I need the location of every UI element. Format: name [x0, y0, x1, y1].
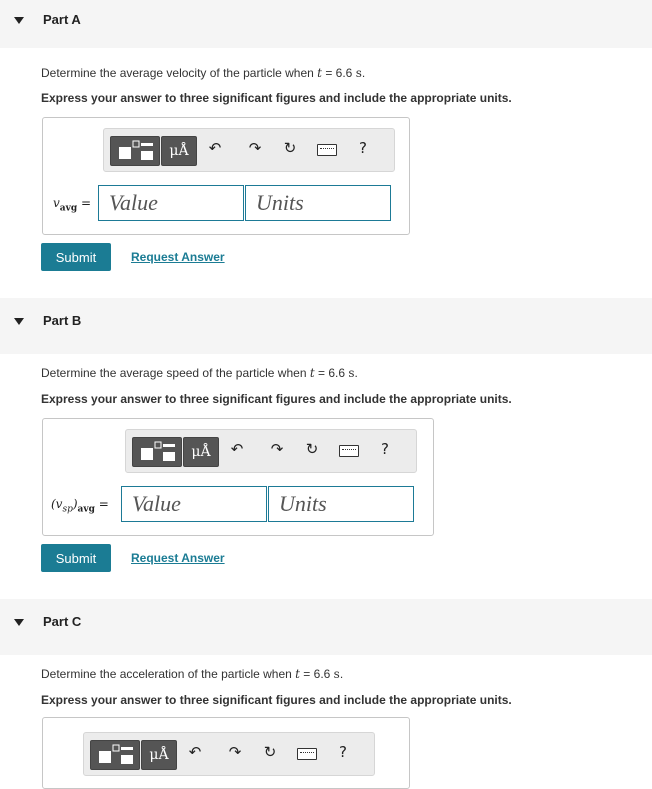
request-answer-link[interactable]: Request Answer	[131, 551, 225, 565]
units-input-field[interactable]	[269, 487, 413, 521]
units-input-field[interactable]	[246, 186, 390, 220]
templates-button[interactable]	[132, 437, 182, 467]
units-symbols-button[interactable]: μÅ	[141, 740, 177, 770]
instruction-text: Express your answer to three significant figures and include the appropriate units.	[41, 91, 512, 105]
value-input[interactable]	[98, 185, 244, 221]
keyboard-icon[interactable]	[339, 445, 359, 457]
part-title: Part A	[43, 12, 81, 27]
undo-icon[interactable]: ↶	[208, 140, 222, 157]
collapse-triangle-icon[interactable]	[14, 318, 24, 325]
templates-button[interactable]	[110, 136, 160, 166]
math-toolbar	[125, 429, 417, 473]
keyboard-icon[interactable]	[317, 144, 337, 156]
value-input-field[interactable]	[122, 487, 266, 521]
math-toolbar	[83, 732, 375, 776]
part-a-header[interactable]	[0, 0, 652, 48]
units-input[interactable]	[268, 486, 414, 522]
value-input-field[interactable]	[99, 186, 243, 220]
answer-box	[42, 418, 434, 536]
collapse-triangle-icon[interactable]	[14, 17, 24, 24]
math-toolbar	[103, 128, 395, 172]
help-icon[interactable]: ?	[381, 440, 389, 458]
units-input[interactable]	[245, 185, 391, 221]
templates-icon	[133, 438, 181, 466]
request-answer-link[interactable]: Request Answer	[131, 250, 225, 264]
collapse-triangle-icon[interactable]	[14, 619, 24, 626]
help-icon[interactable]: ?	[359, 139, 367, 157]
undo-icon[interactable]: ↶	[188, 744, 202, 761]
answer-label: $(v_{sp})_{avg}$ =	[51, 497, 109, 515]
keyboard-icon[interactable]	[297, 748, 317, 760]
redo-icon[interactable]: ↷	[270, 441, 284, 458]
value-input[interactable]	[121, 486, 267, 522]
part-c-header[interactable]	[0, 599, 652, 655]
question-text: Determine the average velocity of the particle when t = 6.6 s.	[41, 66, 366, 80]
units-symbols-button[interactable]: μÅ	[183, 437, 219, 467]
submit-button[interactable]: Submit	[41, 243, 111, 271]
templates-icon	[91, 741, 139, 769]
templates-button[interactable]	[90, 740, 140, 770]
reset-icon[interactable]: ↻	[305, 441, 319, 458]
part-title: Part B	[43, 313, 82, 328]
submit-button[interactable]: Submit	[41, 544, 111, 572]
instruction-text: Express your answer to three significant figures and include the appropriate units.	[41, 693, 512, 707]
question-text: Determine the average speed of the particle when t = 6.6 s.	[41, 366, 358, 380]
units-symbols-button[interactable]: μÅ	[161, 136, 197, 166]
help-icon[interactable]: ?	[339, 743, 347, 761]
answer-box	[42, 117, 410, 235]
reset-icon[interactable]: ↻	[283, 140, 297, 157]
undo-icon[interactable]: ↶	[230, 441, 244, 458]
templates-icon	[111, 137, 159, 165]
answer-label: $v_{avg}$ =	[53, 196, 92, 214]
question-text: Determine the acceleration of the particle when t = 6.6 s.	[41, 667, 344, 681]
instruction-text: Express your answer to three significant figures and include the appropriate units.	[41, 392, 512, 406]
reset-icon[interactable]: ↻	[263, 744, 277, 761]
part-title: Part C	[43, 614, 82, 629]
redo-icon[interactable]: ↷	[228, 744, 242, 761]
answer-box	[42, 717, 410, 789]
redo-icon[interactable]: ↷	[248, 140, 262, 157]
part-b-header[interactable]	[0, 298, 652, 354]
